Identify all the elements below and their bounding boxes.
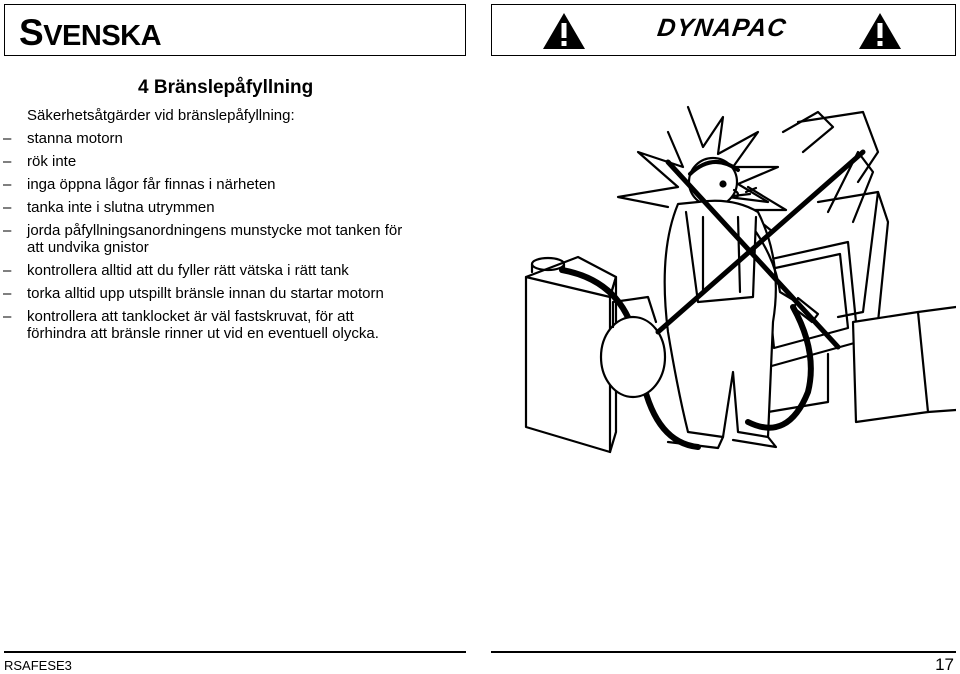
list-item (0, 199, 470, 216)
list-item-text: jorda påfyllningsanordningens munstycke mot tanken för (27, 222, 403, 239)
list-item (0, 285, 470, 302)
list-item (0, 222, 470, 256)
brand-header (491, 4, 956, 56)
list-item-text: stanna motorn (27, 130, 123, 147)
warning-triangle-icon (542, 11, 586, 51)
list-dash: – (3, 262, 12, 279)
page-number: 17 (935, 655, 954, 674)
list-item-text: kontrollera alltid att du fyller rätt vätska i rätt tank (27, 262, 349, 279)
section-intro: Säkerhetsåtgärder vid bränslepåfyllning: (27, 107, 295, 124)
list-item-text: att undvika gnistor (27, 239, 149, 256)
list-item-text: tanka inte i slutna utrymmen (27, 199, 215, 216)
language-title (19, 13, 161, 56)
list-item (0, 262, 470, 279)
list-dash: – (3, 153, 12, 170)
no-smoking-refuel-illustration-icon (518, 92, 956, 472)
list-dash: – (3, 176, 12, 193)
brand-logo: DYNAPAC (655, 14, 789, 42)
list-item (0, 176, 470, 193)
list-item (0, 130, 470, 147)
footer-rule (4, 651, 466, 653)
list-item-text: rök inte (27, 153, 77, 170)
list-dash: – (3, 199, 12, 216)
warning-triangle-icon (858, 11, 902, 51)
list-item-text: torka alltid upp utspillt bränsle innan du startar motorn (27, 285, 384, 302)
list-dash: – (3, 222, 12, 239)
list-item (0, 153, 470, 170)
list-dash: – (3, 130, 12, 147)
list-item (0, 308, 470, 342)
safety-list (0, 130, 470, 348)
section-title: 4 Bränslepåfyllning (138, 77, 314, 98)
language-header (4, 4, 466, 56)
footer-rule (491, 651, 956, 653)
language-title-rest: VENSKA (43, 20, 162, 52)
list-item-text: kontrollera att tanklocket är väl fastskruvat, för att (27, 308, 354, 325)
document-code: RSAFESE3 (4, 658, 72, 673)
list-dash: – (3, 285, 12, 302)
list-item-text: inga öppna lågor får finnas i närheten (27, 176, 276, 193)
language-title-initial: S (19, 12, 44, 53)
list-dash: – (3, 308, 12, 325)
list-item-text: förhindra att bränsle rinner ut vid en eventuell olycka. (27, 325, 379, 342)
